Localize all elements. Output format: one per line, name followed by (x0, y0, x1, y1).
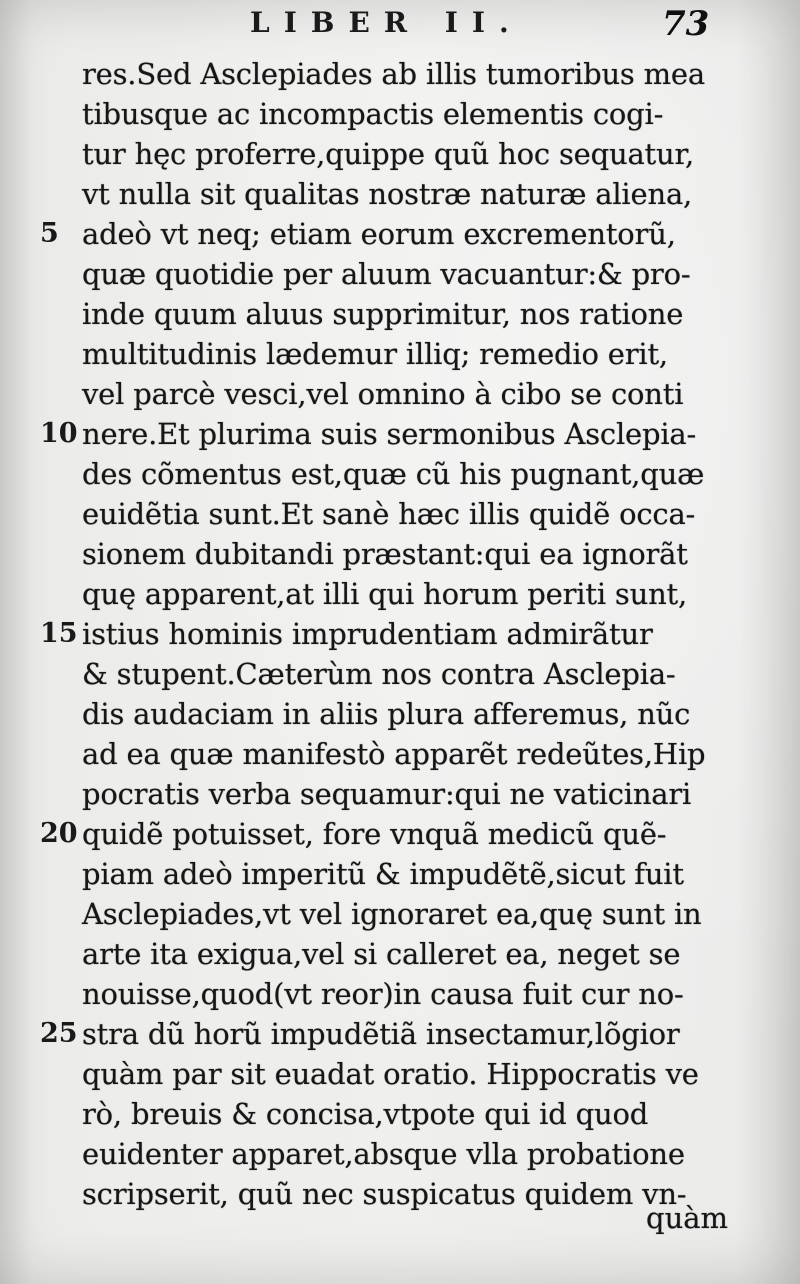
text-line: multitudinis lædemur illiq; remedio erit, (82, 337, 668, 371)
text-line: nere.Et plurima suis sermonibus Asclepia- (82, 417, 697, 451)
text-line: tur hęc proferre,quippe quũ hoc sequatur, (82, 137, 694, 171)
text-line: vel parcè vesci,vel omnino à cibo se conti (82, 377, 684, 411)
text-line: & stupent.Cæterùm nos contra Asclepia- (82, 657, 676, 691)
text-line: arte ita exigua,vel si calleret ea, neget se (82, 937, 681, 971)
text-line: quàm par sit euadat oratio. Hippocratis ve (82, 1057, 699, 1091)
line-number: 20 (40, 818, 78, 849)
text-line: sionem dubitandi præstant:qui ea ignorãt (82, 537, 688, 571)
text-line: res.Sed Asclepiades ab illis tumoribus mea (82, 57, 705, 91)
text-line: stra dũ horũ impudẽtiã insectamur,lõgior (82, 1017, 680, 1051)
text-block (82, 54, 712, 1214)
text-line: istius hominis imprudentiam admirãtur (82, 617, 653, 651)
page-number: 73 (662, 4, 710, 44)
text-line: nouisse,quod(vt reor)in causa fuit cur no- (82, 977, 684, 1011)
text-line: quæ quotidie per aluum vacuantur:& pro- (82, 257, 691, 291)
running-head: LIBER II. (250, 6, 523, 39)
text-line: Asclepiades,vt vel ignoraret ea,quę sunt in (82, 897, 702, 931)
text-line: rò, breuis & concisa,vtpote qui id quod (82, 1097, 649, 1131)
text-line: ad ea quæ manifestò apparẽt redeũtes,Hip (82, 737, 706, 771)
text-line: vt nulla sit qualitas nostræ naturæ aliena, (82, 177, 693, 211)
text-line: tibusque ac incompactis elementis cogi- (82, 97, 664, 131)
line-number: 25 (40, 1018, 78, 1049)
text-line: adeò vt neq; etiam eorum excrementorũ, (82, 217, 676, 251)
text-line: euidenter apparet,absque vlla probatione (82, 1137, 685, 1171)
text-line: quidẽ potuisset, fore vnquã medicũ quẽ- (82, 817, 667, 851)
line-number: 5 (40, 218, 59, 249)
text-line: quę apparent,at illi qui horum periti sunt, (82, 577, 688, 611)
text-line: inde quum aluus supprimitur, nos ratione (82, 297, 684, 331)
text-line: dis audaciam in aliis plura afferemus, nũc (82, 697, 691, 731)
line-number: 15 (40, 618, 78, 649)
text-line: pocratis verba sequamur:qui ne vaticinari (82, 777, 692, 811)
line-number: 10 (40, 418, 78, 449)
text-line: piam adeò imperitũ & impudẽtẽ,sicut fuit (82, 857, 684, 891)
text-line: euidẽtia sunt.Et sanè hæc illis quidẽ occa- (82, 497, 696, 531)
text-line: des cõmentus est,quæ cũ his pugnant,quæ (82, 457, 705, 491)
catchword: quàm (646, 1201, 729, 1235)
text-line: scripserit, quũ nec suspicatus quidem vn- (82, 1177, 687, 1211)
